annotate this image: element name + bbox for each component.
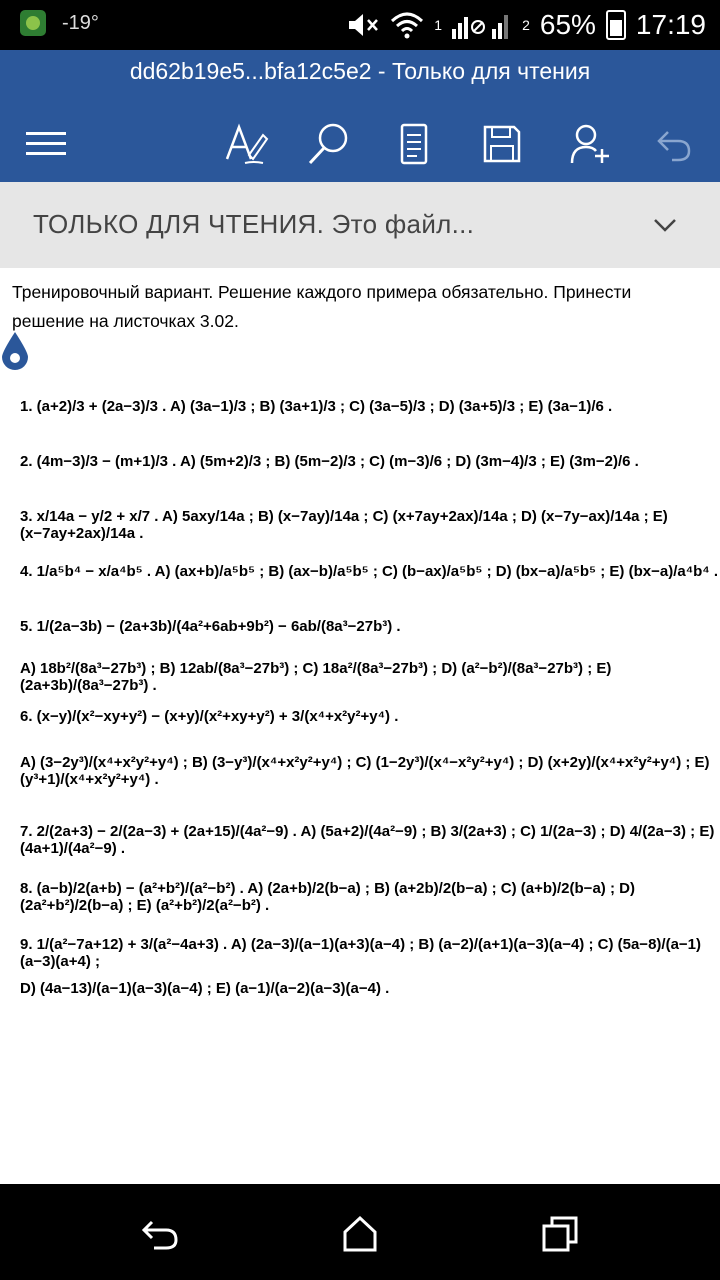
readonly-banner-text: ТОЛЬКО ДЛЯ ЧТЕНИЯ. Это файл... (33, 209, 475, 239)
back-button[interactable] (140, 1214, 180, 1254)
document-title: dd62b19e5...bfa12c5e2 - Только для чтения (129, 58, 591, 84)
menu-icon (24, 129, 68, 159)
problem-7: 7. 2/(2a+3) − 2/(2a−3) + (2a+15)/(4a²−9) . A) (5a+2)/(4a²−9) ; B) 3/(2a+3) ; C) 1/(2a−3) ; D) 4/(2a−3) ; E) (4a+1)/(4a²−9) . (20, 823, 715, 857)
toolbar (0, 116, 720, 176)
temperature: -19° (62, 11, 99, 34)
intro-paragraph: Тренировочный вариант. Решение каждого примера обязательно. Принести решение на листочках 3.02. (12, 282, 632, 331)
problem-3: 3. x/14a − y/2 + x/7 . A) 5axy/14a ; B) (x−7ay)/14a ; C) (x+7ay+2ax)/14a ; D) (x−7y−ax)/14a ; E) (x−7ay+2ax)/14a . (20, 508, 668, 542)
battery-icon (606, 10, 626, 40)
mute-icon (346, 10, 380, 40)
app-icon (18, 8, 48, 38)
clock: 17:19 (635, 9, 706, 40)
navigation-bar (0, 1184, 720, 1280)
menu-button[interactable] (18, 116, 74, 172)
readonly-banner[interactable] (0, 182, 720, 268)
undo-icon (654, 124, 694, 164)
wifi-icon (390, 11, 424, 39)
battery-percent: 65% (539, 9, 596, 40)
draw-button[interactable] (218, 116, 274, 172)
problem-9-answers: D) (4a−13)/(a−1)(a−3)(a−4) ; E) (a−1)/(a−2)(a−3)(a−4) . (20, 980, 390, 997)
save-button[interactable] (474, 116, 530, 172)
chevron-down-icon[interactable] (650, 210, 680, 240)
search-button[interactable] (300, 116, 356, 172)
problem-8: 8. (a−b)/2(a+b) − (a²+b²)/(a²−b²) . A) (2a+b)/2(b−a) ; B) (a+2b)/2(b−a) ; C) (a+b)/2(b−a) ; D) (2a²+b²)/2(b−a) ; E) (a²+b²)/2(a²−b²) . (20, 880, 635, 914)
reading-view-icon (399, 122, 429, 166)
sim2-label: 2 (522, 17, 530, 33)
problem-6: 6. (x−y)/(x²−xy+y²) − (x+y)/(x²+xy+y²) + 3/(x⁴+x²y²+y⁴) . (20, 708, 399, 725)
draw-icon (223, 121, 269, 167)
undo-button[interactable] (646, 116, 702, 172)
sim1-label: 1 (434, 17, 443, 33)
signal-icon (452, 11, 512, 39)
problem-4: 4. 1/a⁵b⁴ − x/a⁴b⁵ . A) (ax+b)/a⁵b⁵ ; B) (ax−b)/a⁵b⁵ ; C) (b−ax)/a⁵b⁵ ; D) (bx−a)/a⁵b⁵ ; E) (bx−a)/a⁴b⁴ . (20, 563, 719, 580)
problem-2: 2. (4m−3)/3 − (m+1)/3 . A) (5m+2)/3 ; B) (5m−2)/3 ; C) (m−3)/6 ; D) (3m−4)/3 ; E) (3m−2)/6 . (20, 453, 639, 470)
share-button[interactable] (562, 116, 618, 172)
save-icon (482, 124, 522, 164)
home-button[interactable] (340, 1214, 380, 1254)
problem-5: 5. 1/(2a−3b) − (2a+3b)/(4a²+6ab+9b²) − 6ab/(8a³−27b³) . (20, 618, 401, 635)
share-icon (569, 123, 611, 165)
status-bar (0, 0, 720, 50)
recent-apps-button[interactable] (540, 1214, 580, 1254)
reading-view-button[interactable] (386, 116, 442, 172)
problem-6-answers: A) (3−2y³)/(x⁴+x²y²+y⁴) ; B) (3−y³)/(x⁴+x²y²+y⁴) ; C) (1−2y³)/(x⁴−x²y²+y⁴) ; D) (x+2y)/(x⁴+x²y²+y⁴) ; E) (y³+1)/(x⁴+x²y²+y⁴) . (20, 754, 710, 788)
problem-9: 9. 1/(a²−7a+12) + 3/(a²−4a+3) . A) (2a−3)/(a−1)(a+3)(a−4) ; B) (a−2)/(a+1)(a−3)(a−4) ; C) (5a−8)/(a−1)(a−3)(a+4) ; (20, 936, 702, 970)
document-page[interactable] (0, 268, 720, 1184)
cursor-handle-icon[interactable] (0, 330, 30, 370)
app-header (0, 50, 720, 182)
search-icon (305, 121, 351, 167)
problem-1: 1. (a+2)/3 + (2a−3)/3 . A) (3a−1)/3 ; B) (3a+1)/3 ; C) (3a−5)/3 ; D) (3a+5)/3 ; E) (3a−1)/6 . (20, 398, 613, 415)
problem-5-answers: A) 18b²/(8a³−27b³) ; B) 12ab/(8a³−27b³) ; C) 18a²/(8a³−27b³) ; D) (a²−b²)/(8a³−27b³) ; E) (2a+3b)/(8a³−27b³) . (20, 660, 612, 694)
